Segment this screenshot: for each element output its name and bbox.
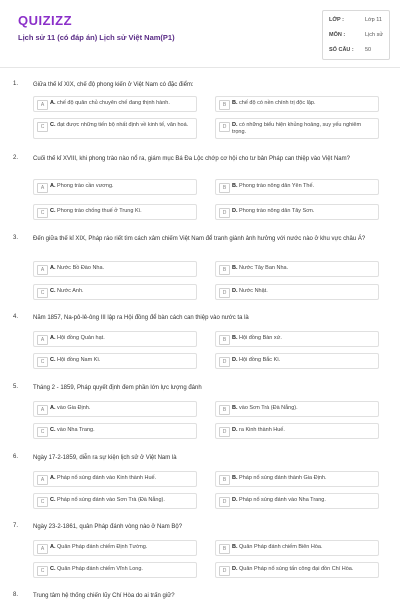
option-d[interactable]: D D. ra Kinh thành Huế. (215, 423, 379, 439)
option-d[interactable]: D D. Pháp nổ súng đánh vào Nha Trang. (215, 493, 379, 509)
question-text: Cuối thế kỉ XVIII, khi phong trào nào nổ ra, giám mục Bá Đa Lộc chớp cơ hội cho tư bản Pháp can thiệp vào Việt Nam? (33, 156, 350, 162)
question-number: 4. (13, 314, 19, 320)
meta-value: Lớp 11 (365, 17, 382, 23)
option-letter-badge: A (37, 544, 48, 554)
option-a[interactable]: A A. vào Gia Định. (33, 401, 197, 417)
question-number: 6. (13, 454, 19, 460)
option-letter-badge: B (219, 544, 230, 554)
option-letter-badge: C (37, 122, 48, 132)
meta-value: Lịch sử (365, 32, 384, 38)
option-b[interactable]: B B. chế độ có nền chính trị độc lập. (215, 96, 379, 112)
question-text: Ngày 23-2-1861, quân Pháp đánh vòng nào ở Nam Bộ? (33, 524, 183, 530)
option-a[interactable]: A A. chế độ quân chủ chuyên chế đang thịnh hành. (33, 96, 197, 112)
option-c[interactable]: C C. Nước Anh. (33, 284, 197, 300)
option-b[interactable]: B B. vào Sơn Trà (Đà Nẵng). (215, 401, 379, 417)
quizizz-logo: QUIZIZZ (18, 13, 73, 28)
option-d[interactable]: D D. Phong trào nông dân Tây Sơn. (215, 204, 379, 220)
document-header (0, 0, 400, 64)
option-letter-badge: A (37, 265, 48, 275)
option-letter-badge: A (37, 183, 48, 193)
question-number: 8. (13, 592, 19, 598)
option-a[interactable]: A A. Quân Pháp đánh chiếm Định Tường. (33, 540, 197, 556)
option-letter-badge: C (37, 497, 48, 507)
question-number: 7. (13, 523, 19, 529)
question-text: Tháng 2 - 1859, Pháp quyết định đem phần lớn lực lượng đánh (33, 385, 202, 391)
option-d[interactable]: D D. Quân Pháp nổ súng tấn công đại đồn Chí Hòa. (215, 562, 379, 578)
meta-label: SỐ CÂU : (329, 47, 354, 53)
option-c[interactable]: C C. đạt được những tiến bộ nhất định về kinh tế, văn hoá. (33, 118, 197, 139)
option-d[interactable]: D D. Hội đồng Bắc Kì. (215, 353, 379, 369)
option-letter-badge: B (219, 183, 230, 193)
option-a[interactable]: A A. Nước Bồ Đào Nha. (33, 261, 197, 277)
option-letter-badge: D (219, 122, 230, 132)
meta-label: MÔN : (329, 32, 346, 38)
question-number: 5. (13, 384, 19, 390)
option-letter-badge: D (219, 566, 230, 576)
option-a[interactable]: A A. Pháp nổ súng đánh vào Kinh thành Huế. (33, 471, 197, 487)
option-b[interactable]: B B. Quân Pháp đánh chiếm Biên Hòa. (215, 540, 379, 556)
option-c[interactable]: C C. Hội đồng Nam Kì. (33, 353, 197, 369)
option-letter-badge: C (37, 208, 48, 218)
option-letter-badge: C (37, 566, 48, 576)
meta-value: 50 (365, 47, 372, 53)
option-letter-badge: B (219, 405, 230, 415)
option-b[interactable]: B B. Phong trào nông dân Yên Thế. (215, 179, 379, 195)
question-number: 2. (13, 155, 19, 161)
option-b[interactable]: B B. Hội đồng Bàn xứ. (215, 331, 379, 347)
option-letter-badge: A (37, 335, 48, 345)
meta-label: LỚP : (329, 17, 344, 23)
option-b[interactable]: B B. Nước Tây Ban Nha. (215, 261, 379, 277)
question-text: Trung tâm hệ thống chiến lũy Chí Hòa do ai trấn giữ? (33, 593, 175, 599)
option-c[interactable]: C C. Pháp nổ súng đánh vào Sơn Trà (Đà Nẵng). (33, 493, 197, 509)
option-letter-badge: B (219, 100, 230, 110)
option-letter-badge: A (37, 475, 48, 485)
question-text: Giữa thế kỉ XIX, chế độ phong kiến ở Việt Nam có đặc điểm: (33, 82, 194, 88)
question-text: Ngày 17-2-1859, diễn ra sự kiện lịch sử ở Việt Nam là (33, 455, 177, 461)
option-c[interactable]: C C. vào Nha Trang. (33, 423, 197, 439)
option-letter-badge: B (219, 475, 230, 485)
option-letter-badge: A (37, 100, 48, 110)
question-number: 1. (13, 81, 19, 87)
meta-info-box (322, 10, 390, 60)
option-letter-badge: D (219, 357, 230, 367)
option-c[interactable]: C C. Phong trào chống thuế ở Trung Kì. (33, 204, 197, 220)
option-d[interactable]: D D. Nước Nhật. (215, 284, 379, 300)
question-text: Đến giữa thế kỉ XIX, Pháp ráo riết tìm cách xâm chiếm Việt Nam để tranh giành ảnh hưởng với nước nào ở khu vực châu Á? (33, 236, 366, 242)
option-a[interactable]: A A. Phong trào cần vương. (33, 179, 197, 195)
option-c[interactable]: C C. Quân Pháp đánh chiếm Vĩnh Long. (33, 562, 197, 578)
option-letter-badge: B (219, 335, 230, 345)
option-letter-badge: C (37, 427, 48, 437)
option-a[interactable]: A A. Hội đồng Quản hạt. (33, 331, 197, 347)
option-letter-badge: C (37, 288, 48, 298)
option-letter-badge: B (219, 265, 230, 275)
option-letter-badge: C (37, 357, 48, 367)
page-title: Lịch sử 11 (có đáp án) Lịch sử Việt Nam(P1) (18, 33, 175, 42)
option-letter-badge: D (219, 208, 230, 218)
option-letter-badge: A (37, 405, 48, 415)
option-b[interactable]: B B. Pháp nổ súng đánh thành Gia Định. (215, 471, 379, 487)
option-letter-badge: D (219, 427, 230, 437)
header-divider (0, 67, 400, 68)
option-letter-badge: D (219, 497, 230, 507)
option-d[interactable]: D D. có những biểu hiện khủng hoảng, suy yếu nghiêm trọng. (215, 118, 379, 139)
option-letter-badge: D (219, 288, 230, 298)
question-text: Năm 1857, Na-pô-lê-ông III lập ra Hội đồng để bàn cách can thiệp vào nước ta là (33, 315, 249, 321)
question-number: 3. (13, 235, 19, 241)
